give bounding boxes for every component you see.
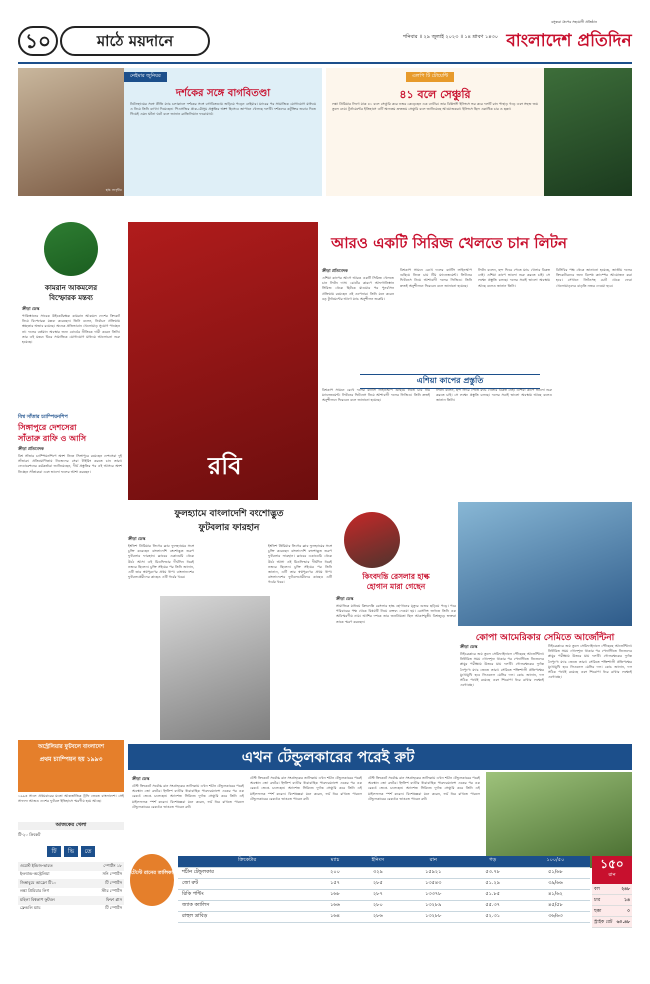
root-table-cell: ৩৯/৬৬: [521, 878, 590, 889]
root-table-cell: ২৮৬: [354, 911, 402, 922]
kamran-headline-2: বিস্ফোরক মন্তব্য: [49, 294, 93, 302]
schedule-match: ইংল্যান্ড-অস্ট্রেলিয়া: [20, 871, 50, 877]
schedule-match: লঙ্কা প্রিমিয়ার লিগ: [20, 888, 50, 894]
schedule-match: জিম্বাবুয়ে আফ্রো টি১০: [20, 879, 57, 885]
root-table-row: [178, 867, 590, 878]
schedule-channel: স্টার স্পোর্টস: [101, 888, 122, 894]
roesler-headline-1: কিংবদন্তি রেসলার হাল্ক: [362, 572, 430, 581]
root-table-header: রান: [402, 856, 465, 867]
root-stat-label: বল: [594, 887, 600, 892]
schedule-table: [18, 862, 124, 913]
litton-headline: আরও একটি সিরিজ খেলতে চান লিটন: [331, 234, 567, 252]
root-stat-big-label: রান: [608, 872, 616, 878]
schedule-subtitle: টি-২০ ক্রিকেট: [18, 832, 41, 837]
root-stat-row: [592, 895, 632, 906]
root-table-cell: ৫১.২৯: [465, 878, 521, 889]
swim-section: [18, 414, 124, 568]
schedule-channel: টি স্পোর্টস: [105, 879, 122, 885]
date-line: শনিবার ॥ ২৯ জুলাই ২০২৩ ॥ ১৪ শ্রাবণ ১৪৩০: [403, 34, 498, 40]
root-table-cell: ২৮৫: [354, 878, 402, 889]
root-table-cell: ১৩৫৪৩: [402, 878, 465, 889]
root-table-header: গড়: [465, 856, 521, 867]
farhan-headline-1: ফুলহ্যামে বাংলাদেশি বংশোদ্ভুত: [174, 509, 284, 519]
root-table-cell: ৩৬/৬৩: [521, 911, 590, 922]
kamran-body: পাকিস্তানের সাবেক উইকেটরক্ষক কামরান আকমল দেশের ক্রিকেট নিয়ে বিস্ফোরক মন্তব্য করেছেন। তিনি বলেন, নির্বাচন প্রক্রিয়ায় স্বচ্ছতার অভাব রয়েছে। অনেক প্রতিভাবান খেলোয়াড় সুযোগ পাচ্ছেন না। দলের বর্তমান অবস্থার জন্য বোর্ডের নীতিকে দায়ী করেন তিনি। তার এই মন্তব্য ঘিরে সামাজিক যোগাযোগ মাধ্যমে আলোচনা শুরু হয়েছে।: [22, 314, 120, 345]
roesler-body: সামাজিক মাধ্যমে কিংবদন্তি রেসলার হাল্ক হোগানের মৃত্যুর গুজব ছড়িয়ে পড়ে। পরে পরিবারের পক্ষ থেকে বিষয়টি নিয়ে বক্তব্য দেওয়া হয়। রেসলিং জগতে তিনি এক অবিস্মরণীয় নাম। আশির দশকে তার জনপ্রিয়তা ছিল আকাশচুম্বী। বিশ্বজুড়ে ভক্তরা তাকে স্মরণ করছেন।: [336, 604, 456, 624]
futsal-section: [18, 740, 124, 792]
neymar-body: টটেনহ্যামের সঙ্গে প্রীতি ম্যাচ চলাকালে দর্শকের সঙ্গে বাগবিতণ্ডায় জড়িয়ে পড়েন নেইমার। ম্যাচের পর সামাজিক যোগাযোগ মাধ্যমে এ নিয়ে তিনি ব্যাখ্যা দিয়েছেন। পিএসজির প্রাক-মৌসুম প্রস্তুতির অংশ হিসেবে জাপানে খেলছে দলটি। দর্শকদের কটূক্তির জবাব দিতে গিয়েই এমন ঘটনা ঘটে বলে জানান ব্রাজিলিয়ান ফরোয়ার্ড।: [130, 102, 316, 117]
farhan-body-1: ইংলিশ প্রিমিয়ার লিগের ক্লাব ফুলহ্যামের সঙ্গে চুক্তি করেছেন বাংলাদেশি বংশোদ্ভুত তরুণ ফুটবলার ফারহান। ক্লাবের একাডেমি থেকে উঠে আসা এই মিডফিল্ডার দীর্ঘদিন ধরেই নজরে ছিলেন। চুক্তি সইয়ের পর তিনি জানান, এটি তার স্বপ্নপূরণের প্রথম ধাপ। বাংলাদেশের ফুটবলপ্রেমীদের কাছেও এটি গর্বের খবর।: [128, 544, 194, 580]
photo-credit: ছবি: সংগৃহীত: [105, 188, 122, 192]
roesler-avatar: [344, 512, 400, 568]
swim-headline-3: সাঁতারু রাফি ও আসি: [18, 434, 87, 443]
schedule-match: মহিলা বিশ্বকাপ ফুটবল: [20, 896, 55, 902]
root-body-1: টেস্ট ক্রিকেটে সর্বোচ্চ রান সংগ্রাহকের তালিকায় এখন শচীন টেন্ডুলকারের পরেই অবস্থান জো রুটের। ইংলিশ ব্যাটার ধারাবাহিক পারফরম্যান্সে একের পর এক রেকর্ড ভেঙে চলেছেন। অ্যাশেজ সিরিজে দুর্দান্ত সেঞ্চুরি করে তিনি এই মাইলফলক স্পর্শ করেন। বিশেষজ্ঞরা মনে করেন, ফর্ম ধরে রাখতে পারলে টেন্ডুলকারের রেকর্ডও ভাঙতে পারেন রুট।: [132, 784, 244, 809]
root-table-header: ইনিংস: [354, 856, 402, 867]
masthead: [18, 18, 632, 64]
schedule-title: আজকের খেলা: [18, 822, 124, 830]
root-table-header: ম্যাচ: [316, 856, 354, 867]
root-table-cell: ২০০: [316, 867, 354, 878]
brand-watermark: রবি: [208, 452, 242, 480]
farhan-body-2: ইংলিশ প্রিমিয়ার লিগের ক্লাব ফুলহ্যামের সঙ্গে চুক্তি করেছেন বাংলাদেশি বংশোদ্ভুত তরুণ ফুটবলার ফারহান। ক্লাবের একাডেমি থেকে উঠে আসা এই মিডফিল্ডার দীর্ঘদিন ধরেই নজরে ছিলেন। চুক্তি সইয়ের পর তিনি জানান, এটি তার স্বপ্নপূরণের প্রথম ধাপ। বাংলাদেশের ফুটবলপ্রেমীদের কাছেও এটি গর্বের খবর।: [268, 544, 332, 585]
root-table-cell: ৫১.৮৫: [465, 889, 521, 900]
root-stat-big: [592, 856, 632, 884]
root-table-cell: জো রুট: [178, 878, 316, 889]
root-table-cell: ২৮৭: [354, 889, 402, 900]
swim-body: বিশ্ব সাঁতার চ্যাম্পিয়নশিপে অংশ নিতে সিঙ্গাপুরে রয়েছেন দেশসেরা দুই সাঁতারু। প্রতিযোগিতায় নিজেদের সেরা টাইমিং করতে চান তারা। ফেডারেশনের কর্মকর্তারা জানিয়েছেন, দীর্ঘ প্রস্তুতির পর এই আসরে অংশ নিচ্ছেন সাঁতারুরা এবং ভালো ফলের আশা করছেন।: [18, 454, 122, 474]
futsal-body: ১৯৯৩ সালে প্রথমবারের মতো আন্তর্জাতিক ট্রফি জেতে বাংলাদেশ। সেই সাফল্য আজও দেশের ফুটবল ইতিহাসে স্মরণীয় হয়ে আছে।: [18, 794, 124, 804]
farhan-photo: [160, 596, 270, 740]
schedule-row: [18, 871, 124, 880]
kamran-avatar: [44, 222, 98, 276]
root-table-cell: শচীন টেন্ডুলকার: [178, 867, 316, 878]
root-table-cell: জ্যাক ক্যালিস: [178, 900, 316, 911]
root-headline: এখন টেন্ডুলকারের পরেই রুট: [241, 748, 415, 766]
root-stat-value: ১৪: [624, 898, 630, 903]
root-table-cell: ১৬৬: [316, 900, 354, 911]
root-table-cell: ৫১/৬৮: [521, 867, 590, 878]
root-table-cell: ১৩২৮৮: [402, 911, 465, 922]
section-title: মাঠে ময়দানে: [60, 26, 210, 56]
schedule-channel: টি স্পোর্টস: [105, 905, 122, 911]
root-table-cell: ৪৫/৫৮: [521, 900, 590, 911]
root-table-cell: ১৩২৮৯: [402, 900, 465, 911]
schedule-row: [18, 905, 124, 914]
farhan-headline-2: ফুটবলার ফারহান: [198, 523, 260, 533]
root-table-cell: রিকি পন্টিং: [178, 889, 316, 900]
litton-col-1: এশিয়া কাপের আগে আরও একটি সিরিজ খেলতে চান লিটন দাস। চোটের কারণে আফগানিস্তান সিরিজ থেকে ছিটকে যাওয়ার পর পুনর্বাসন প্রক্রিয়ায় রয়েছেন এই ওপেনার। তিনি মনে করেন বড় টুর্নামেন্টের আগে ম্যাচ অনুশীলন জরুরি।: [322, 276, 394, 301]
root-stat-row: [592, 884, 632, 895]
root-stat-label: চার: [594, 898, 601, 903]
root-stat-label: ছক্কা: [594, 909, 602, 914]
root-stat-value: ৬০.৪৮: [616, 920, 630, 925]
neymar-label: নেইমার জুনিয়র: [124, 72, 167, 82]
copa-photo: [458, 502, 632, 626]
lpl-photo: [544, 68, 632, 196]
kamran-section: [18, 222, 124, 412]
root-table-header: ১০০/৫০: [521, 856, 590, 867]
swim-byline: ক্রীড়া প্রতিবেদক: [18, 446, 44, 451]
root-stat-value: ২৪৮: [621, 887, 630, 892]
root-table-row: [178, 911, 590, 922]
schedule-row: [18, 862, 124, 871]
root-stat-box: [592, 856, 632, 930]
root-table-cell: ২৮০: [354, 900, 402, 911]
copa-byline: ক্রীড়া ডেস্ক: [460, 644, 478, 649]
root-badge: টেস্টে রানের তালিকা: [130, 854, 174, 906]
litton-col-3: লিটন বলেন, ছন্দ ফিরে পেতে ম্যাচ খেলার বিকল্প নেই। এশিয়া কাপে ভালো শুরু করতে চাই। সে লক্ষ্যে প্রস্তুতি চলছে। দলের সবাই ভালো অবস্থায় আছে বলেও জানান তিনি।: [478, 268, 550, 288]
brand-tagline: বসুন্ধরা গ্রুপের সহযোগী প্রতিষ্ঠান: [551, 20, 597, 24]
kamran-byline: ক্রীড়া ডেস্ক: [22, 306, 40, 311]
litton-col-2b: লিটন বলেন, ছন্দ ফিরে পেতে ম্যাচ খেলার বিকল্প নেই। এশিয়া কাপে ভালো শুরু করতে চাই। সে লক্ষ্যে প্রস্তুতি চলছে। দলের সবাই ভালো অবস্থায় আছে বলেও জানান তিনি।: [436, 388, 552, 403]
root-stat-label: স্ট্রাইক রেট: [594, 920, 613, 925]
root-table-cell: ১৩৩৭৮: [402, 889, 465, 900]
copa-body-1: টাইব্রেকারে জয় তুলে সেমিফাইনালে পৌঁছেছে আর্জেন্টিনা। নির্ধারিত সময় গোলশূন্য থাকার পর পেনাল্টিতে নিজেদের স্নায়ুর পরীক্ষায় উতরে যায় দলটি। গোলরক্ষকের দুর্দান্ত নৈপুণ্যে ম্যাচ জেতে তারা। সেমিতে শক্তিশালী প্রতিপক্ষের মুখোমুখি হবে লিওনেল মেসির দল। কোচ জানান, দল সঠিক পথেই রয়েছে এবং শিরোপা ধরে রাখার লক্ষ্যেই এগোচ্ছে।: [460, 652, 544, 688]
schedule-channel: সনি স্পোর্টস: [102, 871, 122, 877]
schedule-row: [18, 896, 124, 905]
lpl-section: [326, 68, 544, 196]
roesler-section: [336, 572, 456, 740]
root-body-3: টেস্ট ক্রিকেটে সর্বোচ্চ রান সংগ্রাহকের তালিকায় এখন শচীন টেন্ডুলকারের পরেই অবস্থান জো রুটের। ইংলিশ ব্যাটার ধারাবাহিক পারফরম্যান্সে একের পর এক রেকর্ড ভেঙে চলেছেন। অ্যাশেজ সিরিজে দুর্দান্ত সেঞ্চুরি করে তিনি এই মাইলফলক স্পর্শ করেন। বিশেষজ্ঞরা মনে করেন, ফর্ম ধরে রাখতে পারলে টেন্ডুলকারের রেকর্ডও ভাঙতে পারেন রুট।: [368, 776, 480, 801]
schedule-match: ফ্রেন্ডলি ম্যাচ: [20, 905, 41, 911]
root-photo: [486, 772, 632, 868]
litton-col-4: বিসিবির পক্ষ থেকে জানানো হয়েছে, জাতীয় দলের ক্রিকেটারদের জন্য বিশেষ ক্যাম্পের আয়োজন করা হবে। সেখানে লিটনসহ চোট থেকে ফেরা খেলোয়াড়দের বাড়তি নজর দেওয়া হবে।: [556, 268, 632, 288]
tv-chip-2: ভি: [64, 846, 78, 857]
root-stat-row: [592, 906, 632, 917]
tv-chip-1: টি: [47, 846, 61, 857]
schedule-channel: স্পোর্টস ১৮: [103, 862, 122, 868]
neymar-headline: দর্শকের সঙ্গে বাগবিতণ্ডা: [175, 88, 271, 99]
schedule-row: [18, 888, 124, 897]
root-table-cell: ৫৩.৭৮: [465, 867, 521, 878]
roesler-byline: ক্রীড়া ডেস্ক: [336, 596, 354, 601]
root-stat-value: ০: [627, 909, 630, 914]
root-table-row: [178, 889, 590, 900]
kamran-headline-1: কামরান আকমলের: [44, 284, 98, 292]
futsal-headline-1: অস্ট্রেলিয়ার ফুটবলে বাংলাদেশ: [38, 744, 104, 750]
litton-subhead: এশিয়া কাপের প্রস্তুতি: [360, 374, 540, 389]
brand-logo: বাংলাদেশ প্রতিদিন: [506, 31, 632, 51]
swim-headline-2: সিঙ্গাপুরে দেশসেরা: [18, 423, 77, 432]
root-stats-table: [178, 856, 590, 923]
root-table-cell: ১৫৯২১: [402, 867, 465, 878]
copa-headline: কোপা আমেরিকার সেমিতে আর্জেন্টিনা: [475, 633, 615, 643]
root-body-2: টেস্ট ক্রিকেটে সর্বোচ্চ রান সংগ্রাহকের তালিকায় এখন শচীন টেন্ডুলকারের পরেই অবস্থান জো রুটের। ইংলিশ ব্যাটার ধারাবাহিক পারফরম্যান্সে একের পর এক রেকর্ড ভেঙে চলেছেন। অ্যাশেজ সিরিজে দুর্দান্ত সেঞ্চুরি করে তিনি এই মাইলফলক স্পর্শ করেন। বিশেষজ্ঞরা মনে করেন, ফর্ম ধরে রাখতে পারলে টেন্ডুলকারের রেকর্ডও ভাঙতে পারেন রুট।: [250, 776, 362, 801]
neymar-photo: [18, 68, 124, 196]
swim-headline-1: বিশ্ব সাঁতার চ্যাম্পিয়নশিপ: [18, 414, 68, 420]
root-table-row: [178, 878, 590, 889]
root-table-cell: ৪১/৬২: [521, 889, 590, 900]
litton-col-2: বিশ্বকাপ সামনে রেখে দলের ব্যাটিং লাইনআপ গুছিয়ে নিতে চায় টিম ম্যানেজমেন্ট। লিটনের ফিটনেস নিয়ে আশাবাদী দলের ফিজিও। তিনি দ্রুতই অনুশীলনে ফিরবেন বলে জানানো হয়েছে।: [400, 268, 472, 288]
schedule-row: [18, 879, 124, 888]
schedule-match: ওয়েস্ট ইন্ডিজ-ভারত: [20, 862, 53, 868]
root-table-cell: রাহুল দ্রাবিড়: [178, 911, 316, 922]
root-table-cell: ৩২৯: [354, 867, 402, 878]
litton-byline: ক্রীড়া প্রতিবেদক: [322, 268, 348, 273]
tv-chip-3: তে: [81, 846, 95, 857]
root-table-cell: ১৬৪: [316, 911, 354, 922]
lpl-label: এলপি টি টোয়েন্টি: [406, 72, 454, 82]
root-stat-row: [592, 917, 632, 928]
root-table-header: ক্রিকেটার: [178, 856, 316, 867]
lpl-body: লঙ্কা প্রিমিয়ার লিগে মাত্র ৪১ বলে সেঞ্চুরি করে নজর কেড়েছেন এক ব্যাটার। তার বিধ্বংসী ইনিংসে ভর করে দলটি রান পাহাড় গড়ে এবং সহজ জয় তুলে নেয়। টুর্নামেন্টের ইতিহাসে এটি অন্যতম দ্রুততম সেঞ্চুরি বলে জানিয়েছে আয়োজকরা। ইনিংসে ছিল একাধিক চার ও ছক্কা।: [332, 102, 538, 112]
lpl-headline: ৪১ বলে সেঞ্চুরি: [399, 88, 471, 101]
schedule-channel: ফিফা প্লাস: [106, 896, 122, 902]
page-number: ১০: [18, 26, 58, 56]
farhan-byline: ক্রীড়া ডেস্ক: [128, 536, 146, 541]
litton-photo: [128, 222, 318, 500]
copa-body-2: টাইব্রেকারে জয় তুলে সেমিফাইনালে পৌঁছেছে আর্জেন্টিনা। নির্ধারিত সময় গোলশূন্য থাকার পর পেনাল্টিতে নিজেদের স্নায়ুর পরীক্ষায় উতরে যায় দলটি। গোলরক্ষকের দুর্দান্ত নৈপুণ্যে ম্যাচ জেতে তারা। সেমিতে শক্তিশালী প্রতিপক্ষের মুখোমুখি হবে লিওনেল মেসির দল। কোচ জানান, দল সঠিক পথেই রয়েছে এবং শিরোপা ধরে রাখার লক্ষ্যেই এগোচ্ছে।: [548, 644, 632, 680]
root-table-cell: ৫৫.৩৭: [465, 900, 521, 911]
futsal-headline-2: প্রথম চ্যাম্পিয়ন হয় ১৯৯৩: [39, 756, 103, 763]
root-stat-big-value: ১৫০: [600, 857, 624, 871]
root-table-row: [178, 900, 590, 911]
root-byline: ক্রীড়া ডেস্ক: [132, 776, 150, 781]
roesler-headline-2: হোগান মারা গেছেন: [366, 582, 426, 591]
neymar-section: [124, 68, 322, 196]
root-table-cell: ৫২.৩১: [465, 911, 521, 922]
litton-col-1b: বিশ্বকাপ সামনে রেখে দলের ব্যাটিং লাইনআপ গুছিয়ে নিতে চায় টিম ম্যানেজমেন্ট। লিটনের ফিটনেস নিয়ে আশাবাদী দলের ফিজিও। তিনি দ্রুতই অনুশীলনে ফিরবেন বলে জানানো হয়েছে।: [322, 388, 430, 403]
root-table-cell: ১৬৮: [316, 889, 354, 900]
tv-header: [18, 846, 124, 858]
root-table-cell: ১৫৭: [316, 878, 354, 889]
